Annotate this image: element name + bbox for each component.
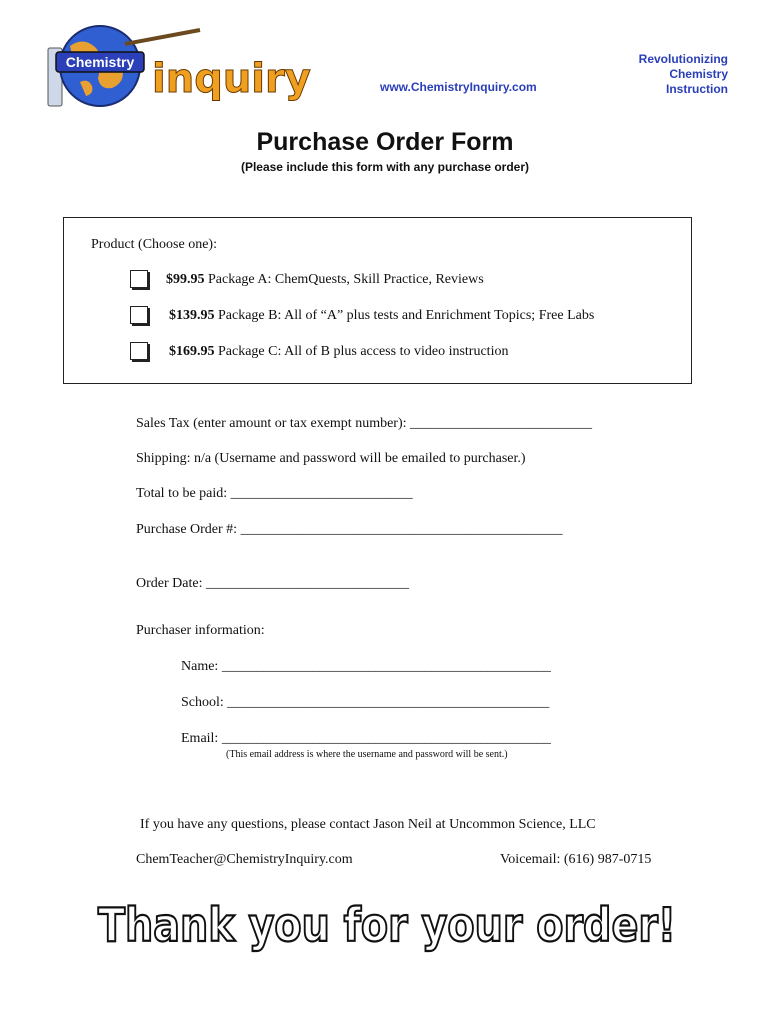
name-field[interactable]: Name: _______________________________________________: [181, 659, 551, 674]
tagline-line-1: Revolutionizing: [638, 52, 728, 66]
order-date-field[interactable]: Order Date: _____________________________: [136, 576, 409, 591]
thank-you-graphic: [95, 893, 680, 953]
email-field[interactable]: Email: _______________________________________________: [181, 731, 551, 746]
thank-you-banner: [95, 893, 680, 953]
product-heading: Product (Choose one):: [91, 237, 217, 252]
contact-voicemail: Voicemail: (616) 987-0715: [500, 852, 652, 867]
package-a-checkbox[interactable]: [130, 270, 148, 288]
package-b-option: [169, 308, 594, 324]
logo-badge-text: Chemistry: [65, 54, 135, 70]
package-a-desc: Package A: ChemQuests, Skill Practice, Reviews: [204, 272, 484, 287]
sales-tax-field[interactable]: Sales Tax (enter amount or tax exempt number): __________________________: [136, 416, 593, 431]
purchase-order-number-field[interactable]: Purchase Order #: ______________________________________________: [136, 522, 563, 537]
thank-you-text: Thank you for your order!: [98, 898, 676, 952]
package-c-desc: Package C: All of B plus access to video instruction: [214, 344, 509, 359]
page-subtitle: (Please include this form with any purchase order): [240, 160, 530, 174]
package-a-price: $99.95: [166, 272, 205, 287]
tagline-line-2: Chemistry: [669, 67, 728, 81]
total-field[interactable]: Total to be paid: __________________________: [136, 486, 413, 501]
school-field[interactable]: School: ______________________________________________: [181, 695, 550, 710]
package-c-price: $169.95: [169, 344, 215, 359]
contact-question: If you have any questions, please contact Jason Neil at Uncommon Science, LLC: [140, 817, 596, 832]
package-b-checkbox[interactable]: [130, 306, 148, 324]
package-b-price: $139.95: [169, 308, 215, 323]
tagline: [639, 52, 728, 97]
package-c-checkbox[interactable]: [130, 342, 148, 360]
package-b-desc: Package B: All of “A” plus tests and Enrichment Topics; Free Labs: [214, 308, 595, 323]
package-c-option: [169, 344, 508, 360]
logo-word: inquiry: [152, 56, 311, 102]
chemistry-inquiry-logo: [40, 22, 311, 114]
package-a-option: [166, 272, 484, 288]
logo-graphic: [40, 22, 311, 114]
website-url: www.ChemistryInquiry.com: [380, 80, 537, 94]
purchaser-heading: Purchaser information:: [136, 623, 265, 638]
tagline-line-3: Instruction: [666, 82, 728, 96]
contact-email: ChemTeacher@ChemistryInquiry.com: [136, 852, 353, 867]
email-note: (This email address is where the username and password will be sent.): [226, 749, 508, 760]
page-title: Purchase Order Form: [256, 128, 514, 156]
shipping-text: Shipping: n/a (Username and password will be emailed to purchaser.): [136, 451, 526, 466]
